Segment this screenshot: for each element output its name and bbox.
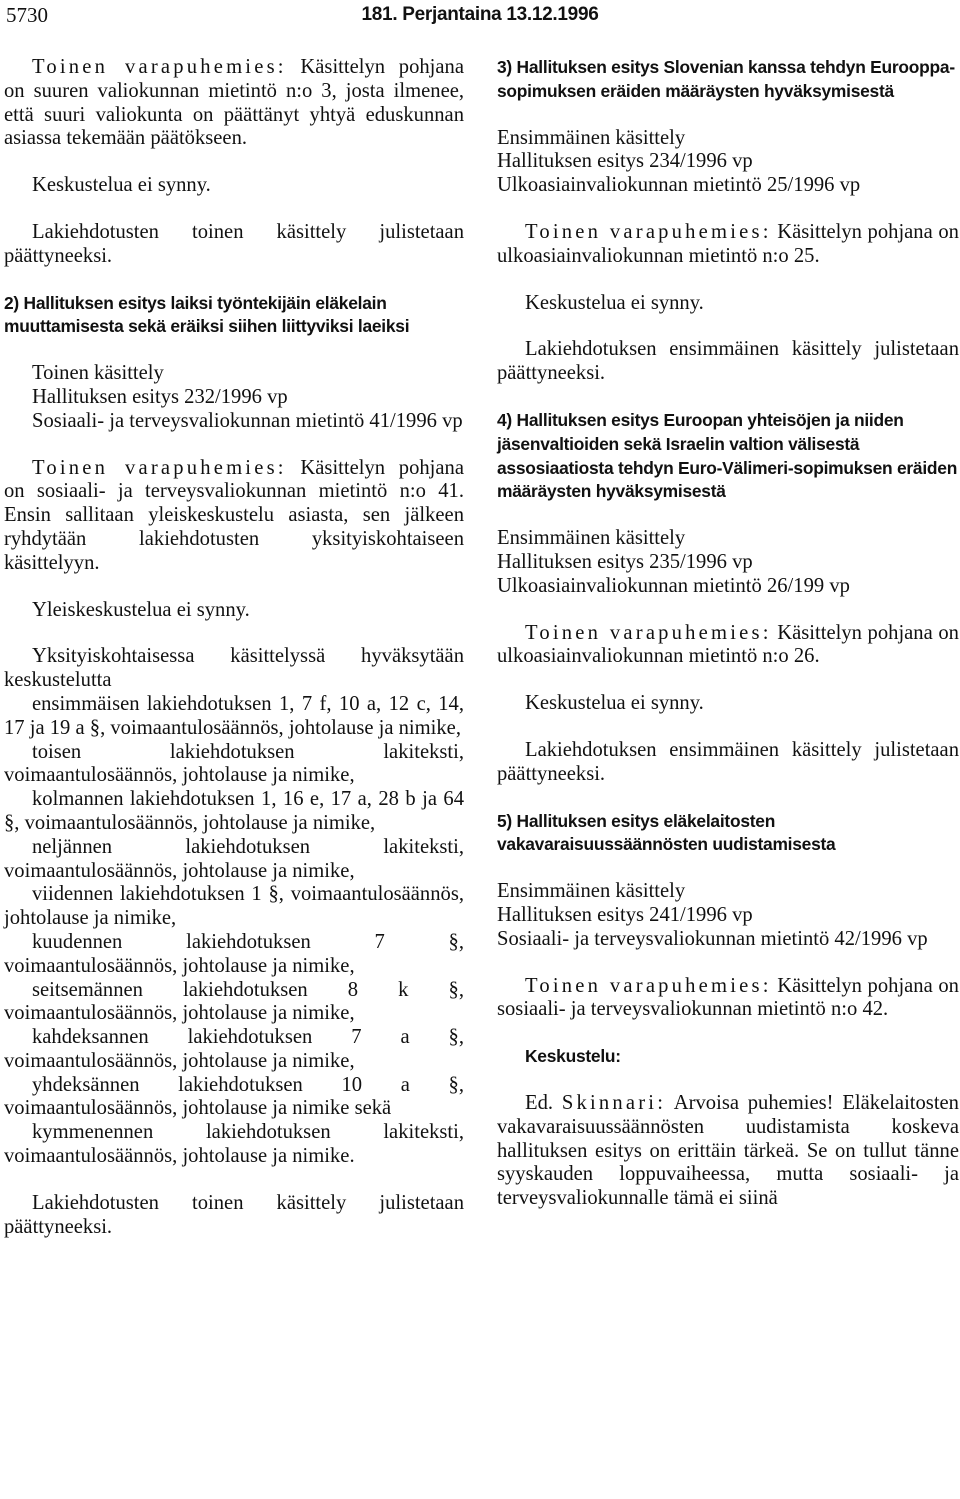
list-item: viidennen lakiehdotuksen 1 §, voimaantulosäännös, johtolause ja nimike,	[4, 883, 464, 930]
page-header	[4, 0, 956, 40]
paragraph: Keskustelua ei synny.	[32, 174, 211, 197]
speaker: Toinen varapuhemies:	[525, 220, 772, 243]
list-item: kymmenennen lakiehdotuksen lakiteksti, voimaantulosäännös, johtolause ja nimike.	[4, 1121, 464, 1168]
section-heading: 5) Hallituksen esitys eläkelaitosten vakavaraisuussäännösten uudistamisesta	[497, 810, 836, 855]
speaker: Toinen varapuhemies:	[525, 621, 772, 644]
list-item: neljännen lakiehdotuksen lakiteksti, voimaantulosäännös, johtolause ja nimike,	[4, 835, 464, 882]
section-heading: 3) Hallituksen esitys Slovenian kanssa tehdyn Eurooppa-sopimuksen eräiden määräysten hyväksymisestä	[497, 57, 955, 101]
paragraph: Lakiehdotusten toinen käsittely julistetaan päättyneeksi.	[4, 220, 464, 267]
paragraph: Lakiehdotusten toinen käsittely julistetaan päättyneeksi.	[4, 1191, 464, 1238]
list-item: ensimmäisen lakiehdotuksen 1, 7 f, 10 a, 12 c, 14, 17 ja 19 a §, voimaantulosäännös, johtolause ja nimike,	[4, 692, 464, 739]
left-column	[4, 56, 464, 1239]
session-title: 181. Perjantaina 13.12.1996	[361, 4, 599, 25]
paragraph: Yleiskeskustelua ei synny.	[32, 598, 250, 621]
speaker: Skinnari:	[561, 1091, 667, 1114]
paragraph: Toinen varapuhemies: Käsittelyn pohjana on sosiaali- ja terveysvaliokunnan mietintö n:o 41. Ensin sallitaan yleiskeskustelu asiasta, sen jälkeen ryhdytään lakiehdotusten yksityiskohtaiseen käsittelyyn.	[4, 456, 464, 574]
speaker: Toinen varapuhemies:	[32, 56, 287, 78]
list-item: kuudennen lakiehdotuksen 7 §, voimaantulosäännös, johtolause ja nimike,	[4, 930, 464, 977]
list-item: yhdeksännen lakiehdotuksen 10 a §, voimaantulosäännös, johtolause ja nimike sekä	[4, 1073, 464, 1120]
provision-list	[4, 693, 464, 1169]
list-item: seitsemännen lakiehdotuksen 8 k §, voimaantulosäännös, johtolause ja nimike,	[4, 978, 464, 1025]
speaker: Toinen varapuhemies:	[32, 456, 287, 479]
right-column	[497, 56, 959, 1211]
paragraph: Toinen varapuhemies: Käsittelyn pohjana on ulkoasiainvaliokunnan mietintö n:o 26.	[497, 621, 959, 668]
paragraph: Toinen varapuhemies: Käsittelyn pohjana on ulkoasiainvaliokunnan mietintö n:o 25.	[497, 220, 959, 267]
paragraph: Toinen varapuhemies: Käsittelyn pohjana on sosiaali- ja terveysvaliokunnan mietintö n:o 42.	[497, 974, 959, 1021]
paragraph: Keskustelua ei synny.	[525, 692, 704, 715]
paragraph: Lakiehdotuksen ensimmäinen käsittely julistetaan päättyneeksi.	[497, 338, 959, 385]
section-heading: 4) Hallituksen esitys Euroopan yhteisöjen ja niiden jäsenvaltioiden sekä Israelin valtion välisestä assosiaatiosta tehdyn Euro-Välimeri-sopimuksen eräiden määräysten hyväksymisestä	[497, 409, 958, 502]
list-item: toisen lakiehdotuksen lakiteksti, voimaantulosäännös, johtolause ja nimike,	[4, 740, 464, 787]
reference-block: Ensimmäinen käsittely Hallituksen esitys 234/1996 vp Ulkoasiainvaliokunnan mietintö 25/1996 vp	[497, 126, 861, 197]
reference-block: Toinen käsittely Hallituksen esitys 232/1996 vp Sosiaali- ja terveysvaliokunnan mietintö 41/1996 vp	[32, 362, 463, 432]
paragraph: Yksityiskohtaisessa käsittelyssä hyväksytään keskustelutta	[4, 645, 464, 692]
reference-block: Ensimmäinen käsittely Hallituksen esitys 235/1996 vp Ulkoasiainvaliokunnan mietintö 26/199 vp	[497, 527, 850, 597]
speaker: Toinen varapuhemies:	[525, 974, 772, 997]
discussion-heading: Keskustelu:	[525, 1046, 621, 1067]
paragraph: Ed. Skinnari: Arvoisa puhemies! Eläkelaitosten vakavaraisuussäännösten uudistamista koskeva hallituksen esitys on erittäin tärkeä. Se on tullut tänne syyskauden loppuvaiheessa, mutta sosiaali- ja terveysvaliokunnalle tämä ei siinä	[497, 1091, 959, 1210]
reference-block: Ensimmäinen käsittely Hallituksen esitys 241/1996 vp Sosiaali- ja terveysvaliokunnan mietintö 42/1996 vp	[497, 880, 928, 950]
list-item: kolmannen lakiehdotuksen 1, 16 e, 17 a, 28 b ja 64 §, voimaantulosäännös, johtolause ja nimike,	[4, 788, 464, 834]
list-item: kahdeksannen lakiehdotuksen 7 a §, voimaantulosäännös, johtolause ja nimike,	[4, 1026, 464, 1072]
paragraph: Keskustelua ei synny.	[525, 291, 704, 314]
section-heading: 2) Hallituksen esitys laiksi työntekijäin eläkelain muuttamisesta sekä eräiksi siihen liittyviksi laeiksi	[4, 292, 410, 337]
paragraph: Toinen varapuhemies: Käsittelyn pohjana on suuren valiokunnan mietintö n:o 3, josta ilmenee, että suuri valiokunta on päättänyt yhtyä eduskunnan asiassa tekemään päätökseen.	[4, 56, 464, 150]
page-number: 5730	[6, 3, 48, 27]
paragraph: Lakiehdotuksen ensimmäinen käsittely julistetaan päättyneeksi.	[497, 738, 959, 785]
